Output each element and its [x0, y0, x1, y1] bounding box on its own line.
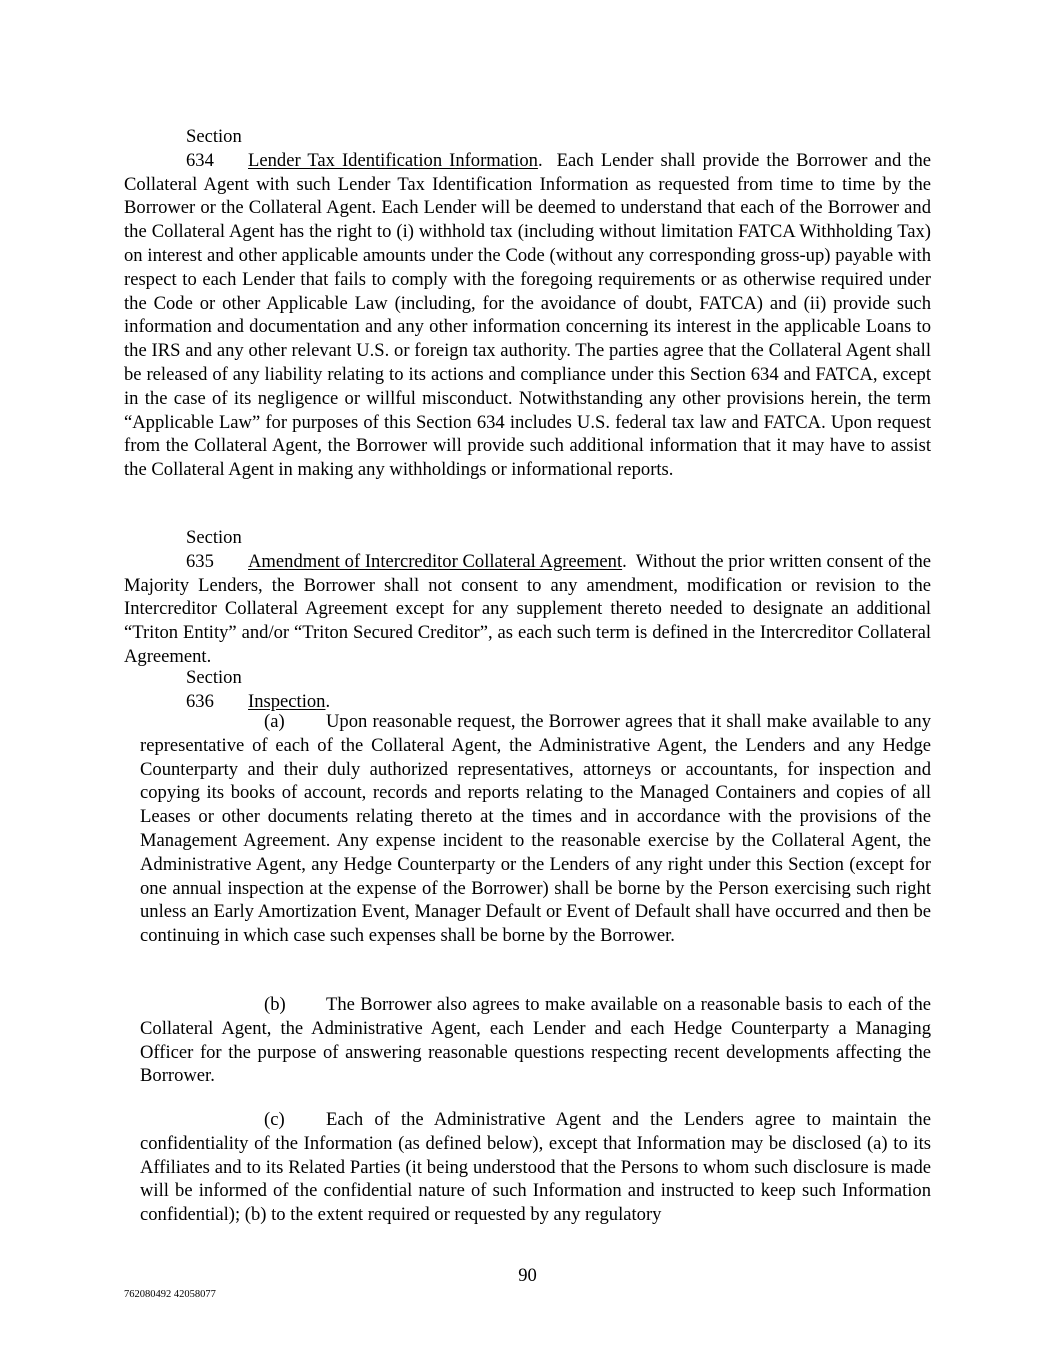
section-heading: Lender Tax Identification Information	[248, 149, 538, 171]
section-text: Each Lender shall provide the Borrower and the Collateral Agent with such Lender Tax Identification Information as requested from time to time by the Borrower or the Collateral Agent. Each Lender will be deemed to understand that each of the Borrower and the Collateral Agent has the right to (i) withhold tax (including without limitation FATCA Withholding Tax) on interest and other applicable amounts under the Code (without any corresponding gross-up) payable with respect to each Lender that fails to comply with the foregoing requirements or as otherwise required under the Code or other Applicable Law (including, for the avoidance of doubt, FATCA) and (ii) provide such information and documentation and any other information concerning its interest in the applicable Loans to the IRS and any other relevant U.S. or foreign tax authority. The parties agree that the Collateral Agent shall be released of any liability relating to its actions and compliance under this Section 634 and FATCA, except in the case of its negligence or willful misconduct. Notwithstanding any other provisions herein, the term “Applicable Law” for purposes of this Section 634 includes U.S. federal tax law and FATCA. Upon request from the Collateral Agent, the Borrower will provide such additional information that it may have to assist the Collateral Agent in making any withholdings or informational reports.	[124, 149, 932, 481]
section-label: Section 636	[186, 667, 242, 712]
subsection-text: Each of the Administrative Agent and the Lenders agree to maintain the confidentiality of the Information (as defined below), except that Information may be disclosed (a) to its Affiliates and to its Related Parties (it being understood that the Persons to whom such disclosure is made will be informed of the confidential nature of such Information and instructed to keep such Information confidential); (b) to the extent required or requested by any regulatory	[140, 1109, 931, 1226]
section-heading: Inspection	[248, 690, 326, 712]
subsection-text: The Borrower also agrees to make available on a reasonable basis to each of the Collateral Agent, the Administrative Agent, each Lender and each Hedge Counterparty a Managing Officer for the purpose of answering reasonable questions respecting recent developments affecting the Borrower.	[140, 994, 931, 1087]
subsection-text: Upon reasonable request, the Borrower agrees that it shall make available to any representative of each of the Collateral Agent, the Administrative Agent, the Lenders and any Hedge Counterparty and their duly authorized representatives, attorneys or accountants, for inspection and copying its books of account, records and reports relating to the Managed Containers and copies of all Leases or other documents relating thereto at the times and in accordance with the provisions of the Management Agreement. Any expense incident to the reasonable exercise by the Collateral Agent, the Administrative Agent, any Hedge Counterparty or the Lenders of any right under this Section (except for one annual inspection at the expense of the Borrower) shall be borne by the Person exercising such right unless an Early Amortization Event, Manager Default or Event of Default shall have occurred and then be continuing in which case such expenses shall be borne by the Borrower.	[140, 711, 931, 947]
subsection-number: (b)	[264, 994, 286, 1015]
section-text: Without the prior written consent of the Majority Lenders, the Borrower shall not consent to any amendment, modification or revision to the Intercreditor Collateral Agreement except for any supplement thereto needed to designate an additional “Triton Entity” and/or “Triton Secured Creditor”, as each such term is defined in the Intercreditor Collateral Agreement.	[124, 550, 931, 667]
section-label: Section 634	[186, 126, 242, 171]
subsection-b	[140, 993, 931, 1088]
subsection-c	[140, 1108, 931, 1227]
document-id: 762080492 42058077	[124, 1289, 216, 1300]
page-number: 90	[518, 1265, 537, 1286]
section-heading: Amendment of Intercreditor Collateral Agreement	[248, 550, 623, 572]
section-634: Section 634 Lender Tax Identification Information. Each Lender shall provide the Borrower and the Collateral Agent with such Lender Tax Identification Information as requested from time to time by the Borrower or the Collateral Agent. Each Lender will be deemed to understand that each of the Borrower and the Collateral Agent has the right to (i) withhold tax (including without limitation FATCA Withholding Tax) on interest and other applicable amounts under the Code (without any corresponding gross-up) payable with respect to each Lender that fails to comply with the foregoing requirements or as otherwise required under the Code or other Applicable Law (including, for the avoidance of doubt, FATCA) and (ii) provide such information and documentation and any other information concerning its interest in the applicable Loans to the IRS and any other relevant U.S. or foreign tax authority. The parties agree that the Collateral Agent shall be released of any liability relating to its actions and compliance under this Section 634 and FATCA, except in the case of its negligence or willful misconduct. Notwithstanding any other provisions herein, the term “Applicable Law” for purposes of this Section 634 includes U.S. federal tax law and FATCA. Upon request from the Collateral Agent, the Borrower will provide such additional information that it may have to assist the Collateral Agent in making any withholdings or informational reports.	[124, 126, 932, 481]
subsection-a	[140, 710, 931, 948]
section-label: Section 635	[186, 527, 242, 572]
subsection-number: (a)	[264, 711, 285, 732]
section-635: Section 635 Amendment of Intercreditor Collateral Agreement. Without the prior written consent of the Majority Lenders, the Borrower shall not consent to any amendment, modification or revision to the Intercreditor Collateral Agreement except for any supplement thereto needed to designate an additional “Triton Entity” and/or “Triton Secured Creditor”, as each such term is defined in the Intercreditor Collateral Agreement.	[124, 527, 931, 667]
section-636: Section 636 Inspection.	[186, 667, 331, 712]
subsection-number: (c)	[264, 1109, 285, 1130]
